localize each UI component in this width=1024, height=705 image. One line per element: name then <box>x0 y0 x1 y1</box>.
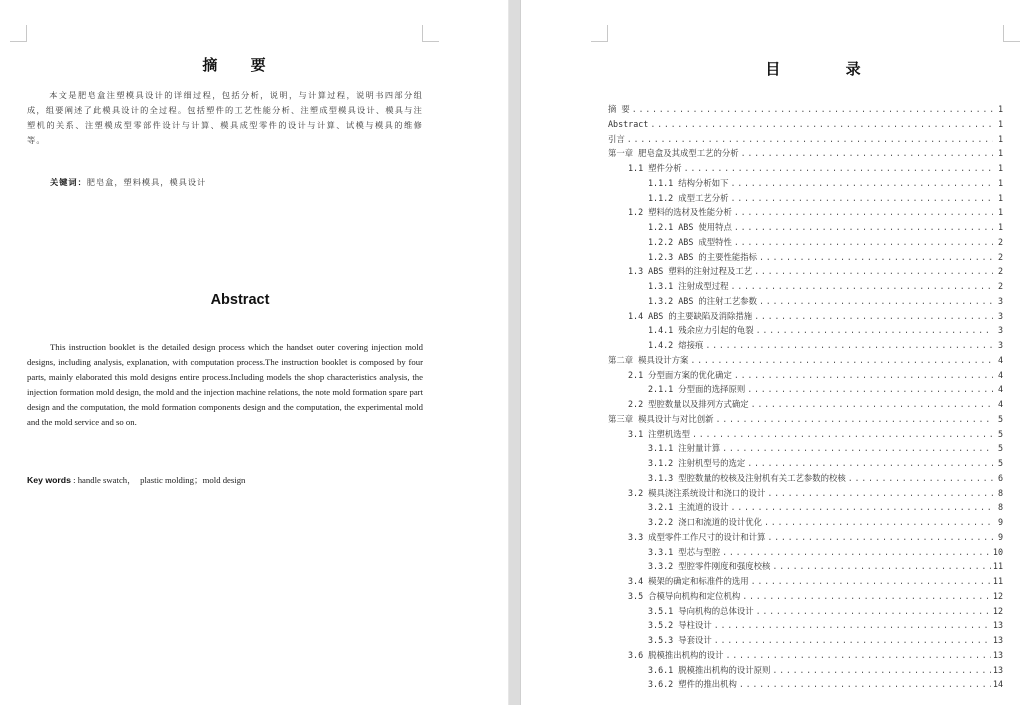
toc-dot-leader <box>714 618 991 633</box>
toc-dot-leader <box>739 677 991 692</box>
toc-entry[interactable] <box>608 589 1003 604</box>
toc-dot-leader <box>734 220 993 235</box>
toc-dot-leader <box>627 132 993 147</box>
toc-entry-page-number: 9 <box>997 517 1003 527</box>
toc-entry[interactable] <box>608 545 1003 560</box>
toc-dot-leader <box>734 368 993 383</box>
toc-entry[interactable] <box>608 102 1003 117</box>
toc-entry-label: 3.5.2 导柱设计 <box>648 620 712 631</box>
keywords-cn-text: 肥皂盒，塑料模具，模具设计 <box>86 177 207 187</box>
toc-dot-leader <box>759 250 993 265</box>
toc-entry-page-number: 3 <box>997 340 1003 350</box>
toc-list <box>608 102 1003 692</box>
margin-corner-mark <box>591 25 608 42</box>
toc-entry[interactable] <box>608 309 1003 324</box>
toc-entry[interactable] <box>608 633 1003 648</box>
keywords-en-label: Key words <box>27 475 71 485</box>
toc-entry-page-number: 8 <box>997 502 1003 513</box>
toc-dot-leader <box>731 191 993 206</box>
toc-entry-label: 1.1.1 结构分析如下 <box>648 177 729 188</box>
toc-entry-label: 2.1.1 分型面的选择原则 <box>648 384 746 395</box>
toc-entry[interactable] <box>608 191 1003 206</box>
abstract-en-title: Abstract <box>210 292 270 308</box>
abstract-cn-title: 摘 要 <box>202 56 280 74</box>
toc-entry-page-number: 4 <box>997 354 1003 365</box>
toc-dot-leader <box>650 117 993 132</box>
toc-entry-label: 2.1 分型面方案的优化确定 <box>628 369 732 380</box>
toc-entry-label: 3.6.1 脱模推出机构的设计原则 <box>648 664 771 675</box>
toc-dot-leader <box>741 146 993 161</box>
toc-dot-leader <box>772 663 991 678</box>
toc-entry-label: 第二章 模具设计方案 <box>608 354 689 365</box>
toc-dot-leader <box>751 574 991 589</box>
toc-dot-leader <box>756 323 993 338</box>
toc-entry-page-number: 3 <box>997 310 1003 321</box>
toc-entry[interactable] <box>608 427 1003 442</box>
toc-dot-leader <box>716 412 993 427</box>
toc-dot-leader <box>632 102 993 117</box>
page-abstract <box>0 0 508 705</box>
toc-entry[interactable] <box>608 264 1003 279</box>
toc-dot-leader <box>705 338 993 353</box>
keywords-en-text: : handle swatch， plastic molding；mold design <box>70 475 246 485</box>
toc-entry-label: 1.4 ABS 的主要缺陷及消除措施 <box>628 310 753 321</box>
toc-entry-label: 3.5.1 导向机构的总体设计 <box>648 605 754 616</box>
toc-entry[interactable] <box>608 618 1003 633</box>
toc-entry-page-number: 1 <box>997 148 1003 159</box>
toc-entry[interactable] <box>608 500 1003 515</box>
toc-entry-page-number: 2 <box>997 281 1003 291</box>
toc-entry-page-number: 13 <box>992 664 1003 675</box>
toc-entry-page-number: 5 <box>997 443 1003 454</box>
toc-dot-leader <box>751 397 993 412</box>
toc-entry[interactable] <box>608 456 1003 471</box>
toc-entry-label: 3.2 模具浇注系统设计和浇口的设计 <box>628 487 766 498</box>
toc-entry-label: 3.6 脱模推出机构的设计 <box>628 649 724 660</box>
toc-dot-leader <box>756 604 991 619</box>
toc-entry-page-number: 13 <box>992 635 1003 645</box>
toc-entry[interactable] <box>608 117 1003 132</box>
abstract-cn-body <box>27 88 423 148</box>
toc-entry-label: 1.4.2 熔接痕 <box>648 340 704 350</box>
toc-entry-label: 3.5 合模导向机构和定位机构 <box>628 590 741 601</box>
toc-entry-page-number: 5 <box>997 428 1003 439</box>
toc-entry-label: 1.2.2 ABS 成型特性 <box>648 236 732 247</box>
toc-entry[interactable] <box>608 677 1003 692</box>
margin-corner-mark <box>422 25 439 42</box>
toc-dot-leader <box>754 264 993 279</box>
toc-entry[interactable] <box>608 368 1003 383</box>
toc-entry-page-number: 10 <box>992 546 1003 557</box>
toc-entry-page-number: 14 <box>992 679 1003 690</box>
toc-entry-page-number: 1 <box>997 207 1003 218</box>
toc-entry-label: 引言 <box>608 133 625 144</box>
toc-entry-label: 1.2 塑料的选材及性能分析 <box>628 207 732 218</box>
toc-entry[interactable] <box>608 486 1003 501</box>
toc-entry[interactable] <box>608 648 1003 663</box>
toc-entry[interactable] <box>608 176 1003 191</box>
toc-entry-label: 1.3.1 注射成型过程 <box>648 281 729 291</box>
toc-entry-page-number: 6 <box>997 472 1003 483</box>
toc-entry-label: 1.1 塑件分析 <box>628 163 682 173</box>
toc-dot-leader <box>767 530 993 545</box>
toc-entry[interactable] <box>608 574 1003 589</box>
toc-entry[interactable] <box>608 382 1003 397</box>
toc-entry[interactable] <box>608 663 1003 678</box>
toc-entry[interactable] <box>608 559 1003 574</box>
toc-entry-label: 第一章 肥皂盒及其成型工艺的分析 <box>608 148 739 159</box>
toc-entry-label: 2.2 型腔数量以及排列方式确定 <box>628 399 749 409</box>
toc-entry-page-number: 11 <box>992 576 1003 586</box>
toc-entry-page-number: 1 <box>997 133 1003 144</box>
toc-entry-label: 3.1 注塑机选型 <box>628 428 691 439</box>
toc-dot-leader <box>734 205 993 220</box>
toc-entry-page-number: 9 <box>997 531 1003 542</box>
page-table-of-contents <box>521 0 1024 705</box>
toc-entry[interactable] <box>608 604 1003 619</box>
toc-dot-leader <box>742 589 991 604</box>
toc-entry-label: 3.2.2 浇口和流道的设计优化 <box>648 517 763 527</box>
toc-entry[interactable] <box>608 441 1003 456</box>
toc-entry[interactable] <box>608 235 1003 250</box>
toc-entry[interactable] <box>608 323 1003 338</box>
toc-entry-page-number: 1 <box>997 163 1003 173</box>
toc-dot-leader <box>747 382 993 397</box>
toc-dot-leader <box>734 235 993 250</box>
toc-entry[interactable] <box>608 250 1003 265</box>
toc-entry-page-number: 11 <box>992 561 1003 572</box>
toc-entry-label: Abstract <box>608 118 649 129</box>
toc-dot-leader <box>764 515 993 530</box>
toc-title: 目 录 <box>765 60 891 78</box>
toc-entry-label: 3.1.3 型腔数量的校核及注射机有关工艺参数的校核 <box>648 472 846 483</box>
toc-entry-page-number: 13 <box>992 620 1003 631</box>
toc-entry-label: 3.3.1 型芯与型腔 <box>648 546 721 557</box>
toc-entry-page-number: 1 <box>997 192 1003 203</box>
abstract-en-keywords <box>27 474 245 486</box>
toc-dot-leader <box>754 309 993 324</box>
toc-dot-leader <box>772 559 991 574</box>
toc-entry-page-number: 2 <box>997 251 1003 262</box>
toc-dot-leader <box>747 456 993 471</box>
toc-entry[interactable] <box>608 515 1003 530</box>
toc-entry[interactable] <box>608 132 1003 147</box>
toc-entry[interactable] <box>608 530 1003 545</box>
toc-dot-leader <box>722 441 993 456</box>
toc-entry-page-number: 2 <box>997 266 1003 277</box>
toc-entry[interactable] <box>608 161 1003 176</box>
toc-dot-leader <box>726 648 991 663</box>
toc-entry[interactable] <box>608 412 1003 427</box>
toc-entry-label: 1.2.3 ABS 的主要性能指标 <box>648 251 758 262</box>
toc-dot-leader <box>714 633 991 648</box>
toc-entry[interactable] <box>608 353 1003 368</box>
toc-entry[interactable] <box>608 338 1003 353</box>
toc-entry-label: 1.4.1 残余应力引起的龟裂 <box>648 325 754 336</box>
toc-entry[interactable] <box>608 146 1003 161</box>
toc-entry-page-number: 4 <box>997 399 1003 409</box>
toc-dot-leader <box>684 161 993 176</box>
toc-entry-page-number: 12 <box>992 605 1003 616</box>
toc-entry-page-number: 1 <box>997 118 1003 129</box>
toc-entry[interactable] <box>608 279 1003 294</box>
toc-entry-page-number: 4 <box>997 369 1003 380</box>
toc-dot-leader <box>690 353 993 368</box>
abstract-cn-text: 本文是肥皂盒注塑模具设计的详细过程，包括分析，说明，与计算过程，说明书四部分组成，组要阐述了此模具设计的全过程。包括塑件的工艺性能分析、注塑成型模具设计、模具与注塑机的关系、注塑模成型零部件设计与计算、模具成型零件的设计与计算、试模与模具的维修等。 <box>27 90 423 145</box>
toc-dot-leader <box>767 486 993 501</box>
toc-entry-page-number: 1 <box>997 177 1003 188</box>
abstract-en-text: This instruction booklet is the detailed design process which the handset outer covering injection mold designs, including analysis, explanation, with computation process.The instruction booklet is composed by four parts, mainly elaborated this mold designs entire process.Including models the shop characteristics analysis, the injection formation mold design, the mold and the injection machine relations, the note mold formation spare part design and the computation, the mold formation components design and the computation, the experimental mold and the mold service and so on. <box>27 342 423 427</box>
toc-entry-label: 第三章 模具设计与对比创新 <box>608 413 714 424</box>
toc-entry-page-number: 8 <box>997 487 1003 498</box>
toc-entry[interactable] <box>608 220 1003 235</box>
margin-corner-mark <box>10 25 27 42</box>
toc-entry-label: 3.3 成型零件工作尺寸的设计和计算 <box>628 531 766 542</box>
toc-entry-page-number: 1 <box>997 104 1003 114</box>
toc-entry-label: 1.1.2 成型工艺分析 <box>648 192 729 203</box>
toc-entry-label: 摘 要 <box>608 104 630 114</box>
toc-entry-label: 3.2.1 主流道的设计 <box>648 502 729 513</box>
toc-entry-page-number: 3 <box>997 295 1003 306</box>
toc-entry-page-number: 2 <box>997 236 1003 247</box>
toc-dot-leader <box>722 545 991 560</box>
toc-entry-label: 1.3 ABS 塑料的注射过程及工艺 <box>628 266 753 277</box>
toc-dot-leader <box>731 279 993 294</box>
keywords-cn-label: 关键词： <box>50 177 87 187</box>
toc-entry-label: 1.2.1 ABS 使用特点 <box>648 222 732 232</box>
toc-entry-page-number: 3 <box>997 325 1003 336</box>
toc-entry-label: 3.4 模架的确定和标准件的选用 <box>628 576 749 586</box>
toc-entry-label: 3.1.2 注射机型号的选定 <box>648 458 746 468</box>
toc-dot-leader <box>692 427 993 442</box>
toc-entry-page-number: 4 <box>997 384 1003 395</box>
toc-dot-leader <box>759 294 993 309</box>
toc-entry[interactable] <box>608 294 1003 309</box>
toc-entry-label: 3.3.2 型腔零件刚度和强度校核 <box>648 561 771 572</box>
toc-entry-label: 3.1.1 注射量计算 <box>648 443 721 454</box>
abstract-cn-keywords <box>50 177 206 188</box>
toc-entry-label: 3.5.3 导套设计 <box>648 635 712 645</box>
toc-entry[interactable] <box>608 471 1003 486</box>
toc-dot-leader <box>731 500 993 515</box>
toc-entry-label: 1.3.2 ABS 的注射工艺参数 <box>648 295 758 306</box>
toc-entry-page-number: 5 <box>997 458 1003 468</box>
toc-entry[interactable] <box>608 205 1003 220</box>
toc-entry-page-number: 5 <box>997 413 1003 424</box>
toc-entry-page-number: 12 <box>992 590 1003 601</box>
toc-dot-leader <box>731 176 993 191</box>
toc-entry-page-number: 1 <box>997 222 1003 232</box>
page-gutter <box>508 0 521 705</box>
toc-entry-label: 3.6.2 塑件的推出机构 <box>648 679 737 690</box>
toc-dot-leader <box>848 471 993 486</box>
toc-entry-page-number: 13 <box>992 649 1003 660</box>
margin-corner-mark <box>1003 25 1020 42</box>
abstract-en-body <box>27 340 423 430</box>
toc-entry[interactable] <box>608 397 1003 412</box>
